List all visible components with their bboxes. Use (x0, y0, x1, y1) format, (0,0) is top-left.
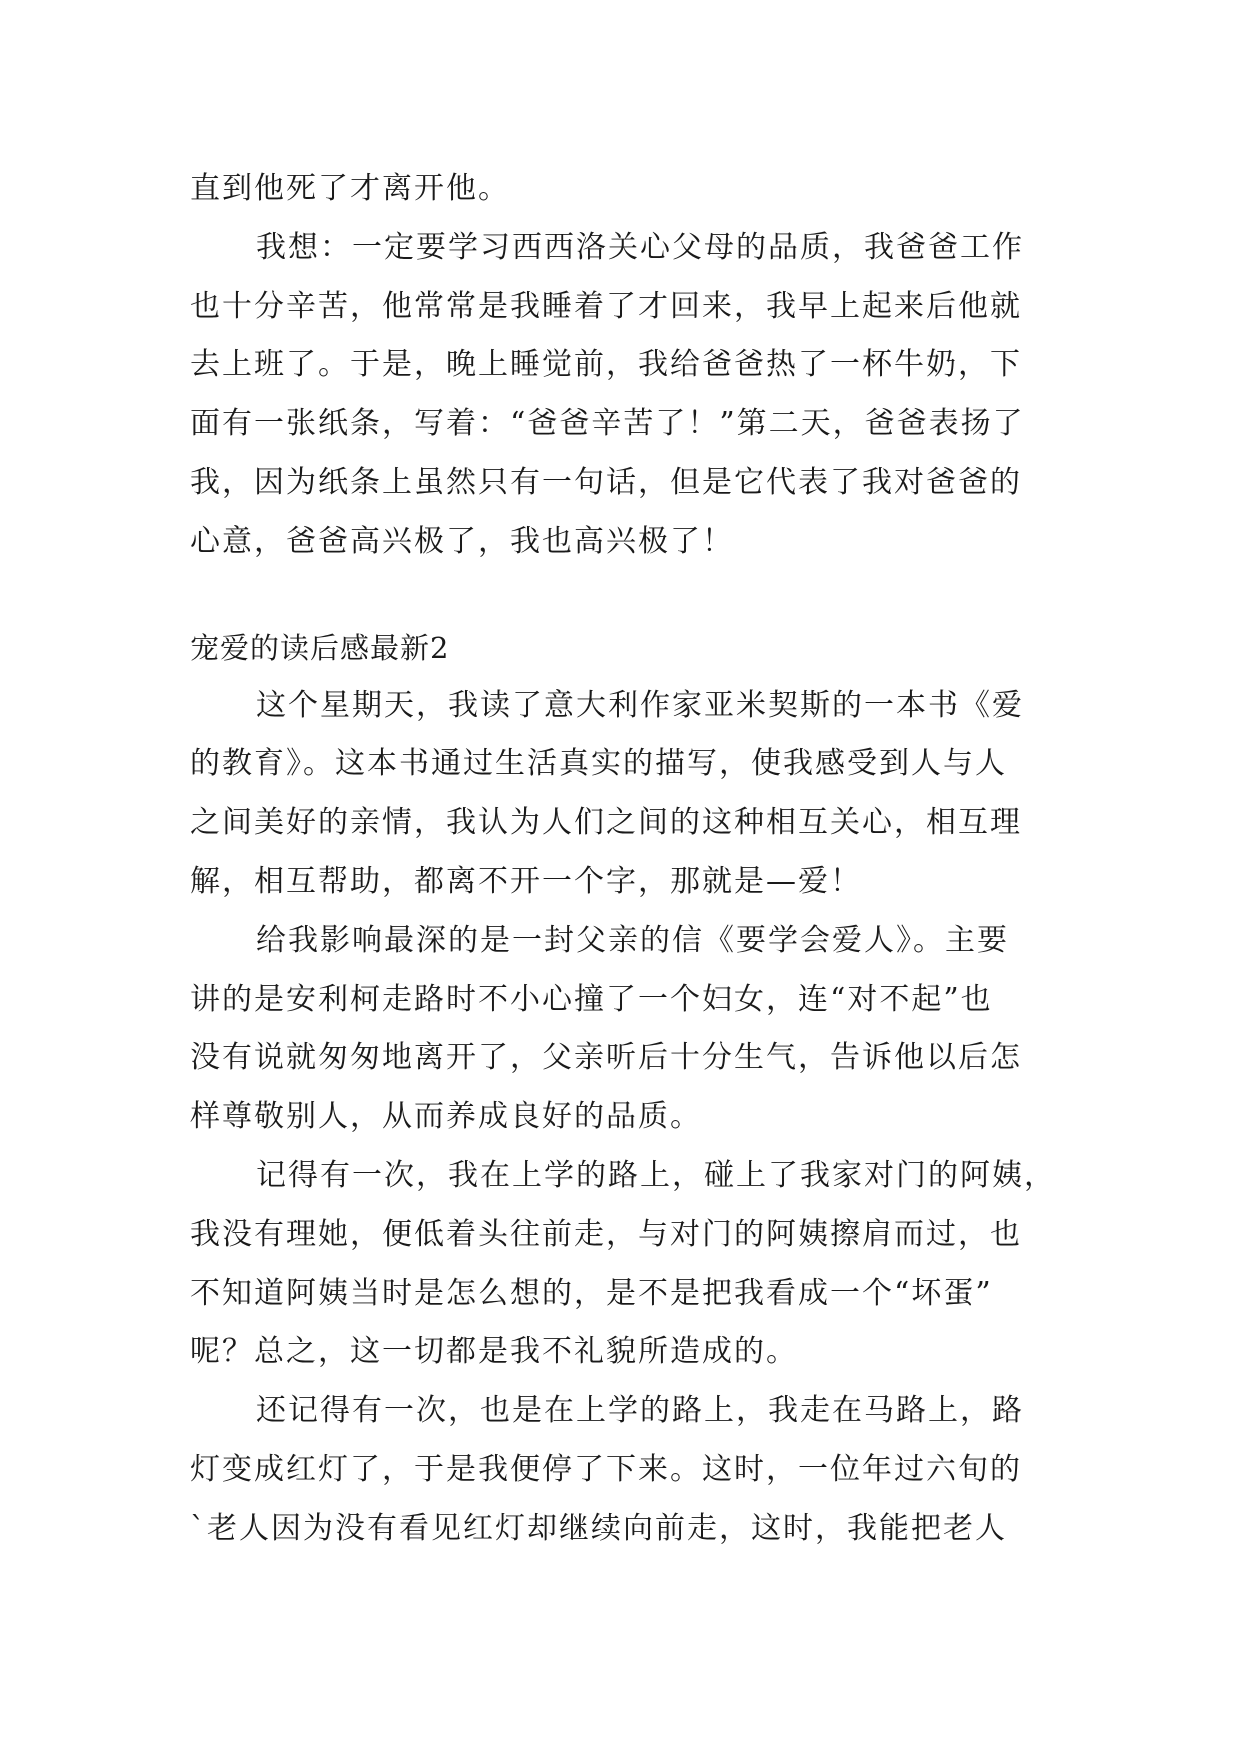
paragraph-line: 还记得有一次，也是在上学的路上，我走在马路上，路 (256, 1393, 1024, 1429)
paragraph-line: 灯变成红灯了，于是我便停了下来。这时，一位年过六旬的 (190, 1451, 1022, 1487)
paragraph-father-milk (190, 219, 1070, 572)
paragraph-line: 样尊敬别人，从而养成良好的品质。 (190, 1099, 702, 1135)
paragraph-line: 心意，爸爸高兴极了，我也高兴极了！ (190, 523, 734, 559)
paragraph-line: `老人因为没有看见红灯却继续向前走，这时，我能把老人 (190, 1510, 1007, 1546)
paragraph-line: 我没有理她，便低着头往前走，与对门的阿姨擦肩而过，也 (190, 1216, 1022, 1252)
paragraph-line: 给我影响最深的是一封父亲的信《要学会爱人》。主要 (256, 922, 1009, 958)
paragraph-line: 也十分辛苦，他常常是我睡着了才回来，我早上起来后他就 (190, 288, 1022, 324)
paragraph-line: 面有一张纸条，写着：“爸爸辛苦了！”第二天，爸爸表扬了 (190, 406, 1025, 442)
paragraph-line: 呢？总之，这一切都是我不礼貌所造成的。 (190, 1334, 798, 1370)
paragraph-traffic-light (190, 1382, 1070, 1558)
paragraph-line: 去上班了。于是，晚上睡觉前，我给爸爸热了一杯牛奶，下 (190, 347, 1022, 383)
paragraph-line: 这个星期天，我读了意大利作家亚米契斯的一本书《爱 (256, 687, 1024, 723)
paragraph-line: 记得有一次，我在上学的路上，碰上了我家对门的阿姨， (256, 1157, 1056, 1193)
section-heading: 宠爱的读后感最新2 (190, 630, 450, 665)
paragraph-line: 没有说就匆匆地离开了，父亲听后十分生气，告诉他以后怎 (190, 1040, 1022, 1076)
paragraph-fathers-letter (190, 912, 1070, 1147)
paragraph-neighbor (190, 1147, 1070, 1382)
paragraph-line: 解，相互帮助，都离不开一个字，那就是—爱！ (190, 863, 862, 899)
paragraph-line: 我，因为纸条上虽然只有一句话，但是它代表了我对爸爸的 (190, 464, 1022, 500)
paragraph-line: 讲的是安利柯走路时不小心撞了一个妇女，连“对不起”也 (190, 981, 993, 1017)
paragraph-book-intro (190, 677, 1070, 912)
document-page (190, 160, 1070, 1559)
paragraph-line: 的教育》。这本书通过生活真实的描写，使我感受到人与人 (190, 746, 1007, 782)
paragraph-line: 直到他死了才离开他。 (190, 171, 510, 206)
paragraph-line: 我想：一定要学习西西洛关心父母的品质，我爸爸工作 (256, 229, 1024, 265)
paragraph-line: 不知道阿姨当时是怎么想的，是不是把我看成一个“坏蛋” (190, 1275, 993, 1311)
paragraph-continuation (190, 160, 1070, 219)
paragraph-line: 之间美好的亲情，我认为人们之间的这种相互关心，相互理 (190, 805, 1022, 841)
section-spacer (190, 572, 1070, 619)
